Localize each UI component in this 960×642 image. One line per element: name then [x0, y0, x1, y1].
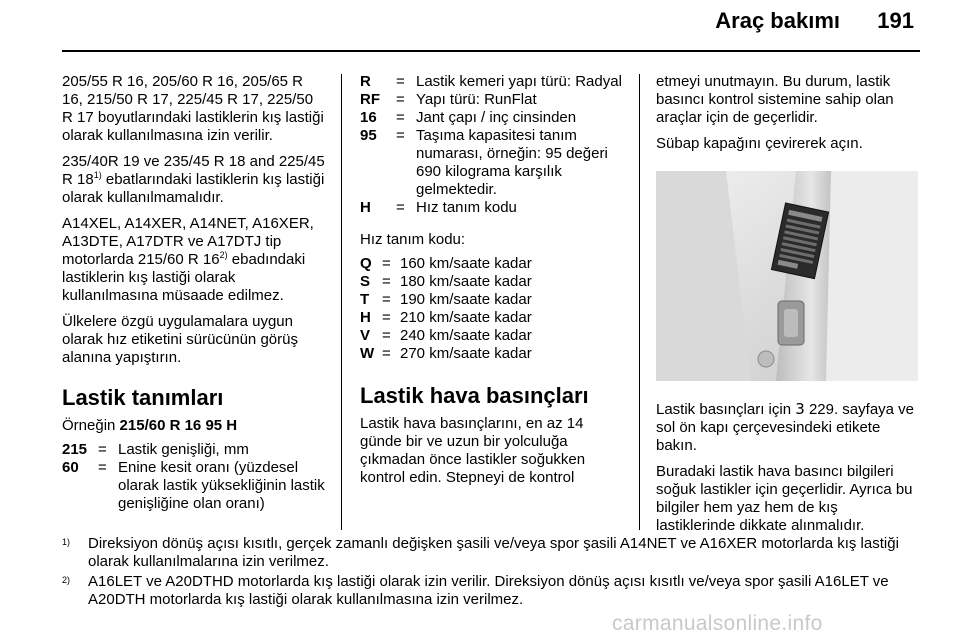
- definition-value: Lastik kemeri yapı türü: Radyal: [416, 73, 622, 90]
- definition-value: Taşıma kapasitesi tanım numarası, örneğin: 95 değeri 690 kilograma karşılık gelmektedir.: [416, 127, 608, 198]
- pressure-reference-text-a: Lastik basınçları için: [656, 401, 796, 418]
- definition-equals: =: [98, 459, 107, 476]
- speed-equals: =: [382, 255, 391, 272]
- speed-value: 190 km/saate kadar: [400, 291, 532, 308]
- footnote: [62, 573, 920, 609]
- speed-value: 160 km/saate kadar: [400, 255, 532, 272]
- definition-key: R: [360, 73, 371, 90]
- speed-key: Q: [360, 255, 372, 272]
- speed-key: H: [360, 309, 371, 326]
- definition-row: [62, 459, 328, 513]
- column-divider-1: [341, 74, 342, 530]
- definition-equals: =: [396, 91, 405, 108]
- example-code: 215/60 R 16 95 H: [119, 417, 238, 434]
- speed-label-paragraph: Ülkelere özgü uygulamalara uygun olarak hız etiketini sürücünün görüş alanına yapıştırın.: [62, 313, 298, 366]
- definition-key: 95: [360, 127, 377, 144]
- column-divider-2: [639, 74, 640, 530]
- speed-key: T: [360, 291, 370, 308]
- definition-equals: =: [396, 199, 405, 216]
- definition-row: [360, 91, 628, 109]
- speed-key: S: [360, 273, 371, 290]
- definition-value: Yapı türü: RunFlat: [416, 91, 537, 108]
- tire-pressure-paragraph: Lastik hava basınçlarını, en az 14 günde bir ve uzun bir yolculuğa çıkmadan önce lastikler soğukken kontrol edin. Stepneyi de kontrol: [360, 415, 586, 486]
- tire-sizes-not-allowed-text-a: 235/40R 19 ve 235/45 R 18 and 225/45 R 18: [62, 153, 325, 188]
- definition-value: Hız tanım kodu: [416, 199, 517, 216]
- definition-equals: =: [98, 441, 107, 458]
- speed-code-list: [360, 255, 628, 363]
- definition-value: Lastik genişliği, mm: [118, 441, 249, 458]
- column-1: [62, 73, 328, 513]
- door-frame-label-photo: [656, 171, 918, 381]
- speed-value: 270 km/saate kadar: [400, 345, 532, 362]
- speed-equals: =: [382, 273, 391, 290]
- speed-row: [360, 255, 628, 273]
- speed-row: [360, 327, 628, 345]
- pressure-reference-paragraph: [656, 400, 920, 455]
- footnote-text: Direksiyon dönüş açısı kısıtlı, gerçek zamanlı değişken şasili ve/veya spor şasili A14NET ve A16XER motorlarda kış lastiği olarak kullanılmalarına izin verilmez.: [88, 535, 899, 570]
- definition-row: [360, 73, 628, 91]
- example-prefix: Örneğin: [62, 417, 120, 434]
- page-number: 191: [877, 8, 914, 33]
- page-header-title: Araç bakımı: [715, 8, 840, 33]
- speed-row: [360, 309, 628, 327]
- definition-list-2: [360, 73, 628, 217]
- tire-designations-heading: Lastik tanımları: [62, 385, 224, 410]
- tire-sizes-not-allowed-text-b: ebatlarındaki lastiklerin kış lastiği olarak kullanılmamalıdır.: [62, 171, 325, 206]
- speed-row: [360, 291, 628, 309]
- valve-cap-instruction: Sübap kapağını çevirerek açın.: [656, 135, 863, 152]
- speed-row: [360, 345, 628, 363]
- definition-key: 60: [62, 459, 79, 476]
- speed-key: W: [360, 345, 375, 362]
- definition-value: Jant çapı / inç cinsinden: [416, 109, 577, 126]
- speed-value: 180 km/saate kadar: [400, 273, 532, 290]
- pressure-reference-text-b: 229. sayfaya ve sol ön kapı çerçevesindeki etikete bakın.: [656, 401, 915, 454]
- watermark: carmanualsonline.info: [612, 612, 823, 635]
- definition-equals: =: [396, 109, 405, 126]
- footnote-text: A16LET ve A20DTHD motorlarda kış lastiği olarak izin verilir. Direksiyon dönüş açısı kısıtlı ve/veya spor şasili A16LET ve A20DTH motorlarda kış lastiği olarak kullanılmasına izin verilmez.: [88, 573, 889, 608]
- definition-key: H: [360, 199, 371, 216]
- definition-key: 16: [360, 109, 377, 126]
- speed-equals: =: [382, 345, 391, 362]
- continuation-paragraph: etmeyi unutmayın. Bu durum, lastik basıncı kontrol sistemine sahip olan araçlar için de geçerlidir.: [656, 73, 894, 126]
- example-line: [62, 417, 328, 435]
- definition-key: RF: [360, 91, 380, 108]
- definition-row: [360, 109, 628, 127]
- speed-key: V: [360, 327, 371, 344]
- tire-sizes-not-allowed-paragraph: [62, 153, 328, 207]
- footnote-ref-1: 1): [93, 170, 102, 180]
- speed-row: [360, 273, 628, 291]
- page-reference-arrow-icon: 3: [795, 400, 805, 418]
- engine-restriction-text-a: A14XEL, A14XER, A14NET, A16XER, A13DTE, A17DTR ve A17DTJ tip motorlarda 215/60 R 16: [62, 215, 314, 268]
- definition-row: [62, 441, 328, 459]
- speed-code-intro: Hız tanım kodu:: [360, 231, 466, 248]
- footnote-number: 1): [62, 537, 71, 547]
- tire-sizes-allowed-paragraph: 205/55 R 16, 205/60 R 16, 205/65 R 16, 215/50 R 17, 225/45 R 17, 225/50 R 17 boyutlarındaki lastiklerin kış lastiği olarak kullanılmasına izin verilir.: [62, 73, 324, 144]
- speed-value: 240 km/saate kadar: [400, 327, 532, 344]
- speed-value: 210 km/saate kadar: [400, 309, 532, 326]
- definition-row: [360, 127, 628, 199]
- tire-pressure-heading: Lastik hava basınçları: [360, 383, 589, 408]
- cold-tire-info-paragraph: Buradaki lastik hava basıncı bilgileri soğuk lastikler için geçerlidir. Ayrıca bu bilgiler hem yaz hem de kış lastiklerinde dikkate alınmalıdır.: [656, 463, 913, 534]
- column-2: [360, 73, 628, 495]
- definition-row: [360, 199, 628, 217]
- footnote-number: 2): [62, 575, 71, 585]
- definition-equals: =: [396, 73, 405, 90]
- definition-value: Enine kesit oranı (yüzdesel olarak lastik yüksekliğinin lastik genişliğine olan oranı): [118, 459, 325, 512]
- definition-key: 215: [62, 441, 88, 458]
- footnote-ref-2: 2): [219, 250, 228, 260]
- speed-equals: =: [382, 327, 391, 344]
- definition-list-1: [62, 441, 328, 513]
- speed-equals: =: [382, 291, 391, 308]
- definition-equals: =: [396, 127, 405, 144]
- speed-equals: =: [382, 309, 391, 326]
- footnote: [62, 535, 920, 571]
- footnotes: [62, 535, 920, 611]
- engine-restriction-text-b: ebadındaki lastiklerin kış lastiği olarak kullanılmasına müsaade edilmez.: [62, 251, 306, 304]
- header-divider: [62, 50, 920, 52]
- engine-restriction-paragraph: [62, 215, 328, 305]
- column-3: [656, 73, 920, 543]
